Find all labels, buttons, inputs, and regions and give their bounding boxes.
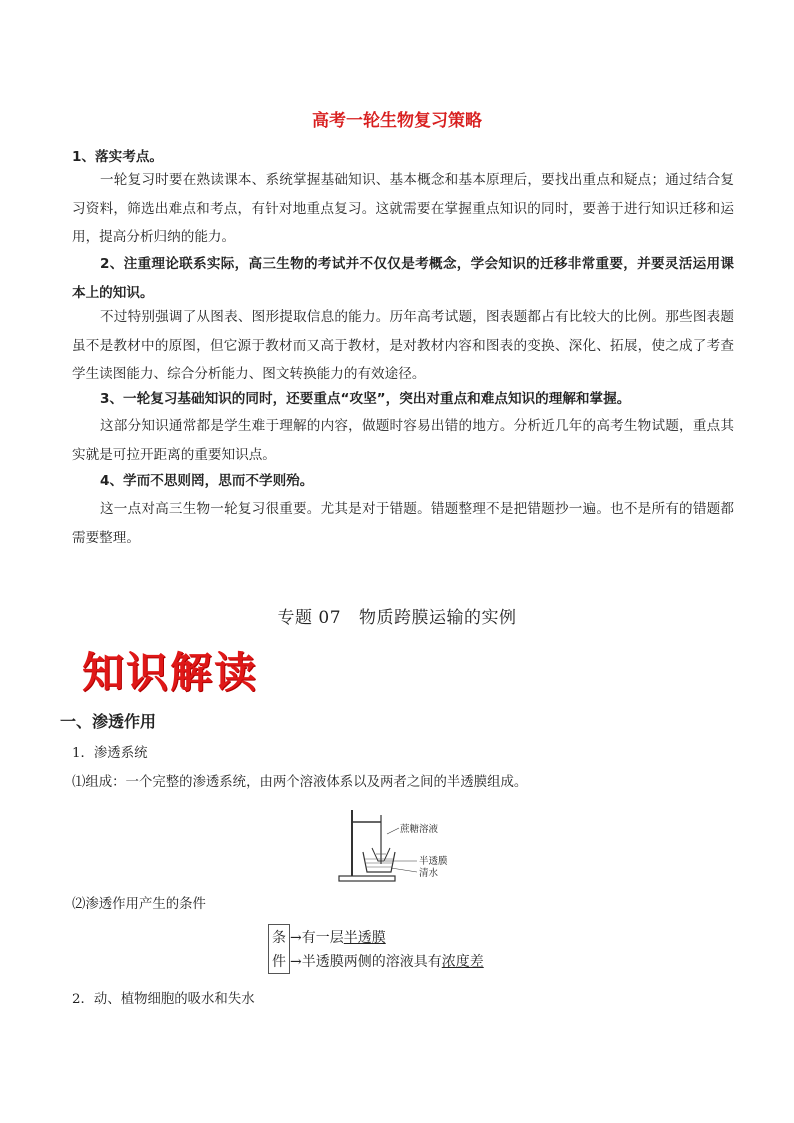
condition-2 [290,951,484,971]
condition-1-key: 半透膜 [343,930,386,946]
condition-2-prefix: →半透膜两侧的溶液具有 [290,954,442,970]
osmosis-conditions-text: ⑵渗透作用产生的条件 [72,897,206,912]
subsection-osmosis-system: 1．渗透系统 [72,746,148,761]
condition-1 [290,927,386,947]
condition-2-key: 浓度差 [441,954,484,970]
strategy-heading-1: 1、落实考点。 [72,149,164,165]
strategy-body-1: 一轮复习时要在熟读课本、系统掌握基础知识、基本概念和基本原理后，要找出重点和疑点；通过结合复习资料，筛选出难点和考点，有针对地重点复习。这就需要在掌握重点知识的同时，要善于进行知识迁移和运用，提高分析归纳的能力。 [72,172,734,245]
strategy-body-3: 这部分知识通常都是学生难于理解的内容，做题时容易出错的地方。分析近几年的高考生物试题，重点其实就是可拉开距离的重要知识点。 [72,418,734,463]
conditions-tag-top: 条 [272,930,286,946]
section-heading-osmosis: 一、渗透作用 [60,712,157,731]
strategy-heading-4: 4、学而不思则罔，思而不学则殆。 [100,473,314,489]
conditions-tag-bottom: 件 [272,954,286,970]
strategy-body-2: 不过特别强调了从图表、图形提取信息的能力。历年高考试题，图表题都占有比较大的比例。那些图表题虽不是教材中的原图，但它源于教材而又高于教材，是对教材内容和图表的变换、深化、拓展，使之成了考查学生读图能力、综合分析能力、图文转换能力的有效途径。 [72,309,734,382]
knowledge-banner: 知识解读 [82,648,259,697]
conditions-tag [268,924,290,974]
condition-1-prefix: →有一层 [290,930,344,946]
leader-sucrose [387,828,399,834]
beaker [363,852,395,872]
chapter-name: 物质跨膜运输的实例 [359,608,517,628]
stand-base [339,876,395,881]
label-sucrose: 蔗糖溶液 [400,824,439,835]
osmosis-apparatus-figure [335,806,465,886]
leader-water [391,868,417,872]
strategy-body-4: 这一点对高三生物一轮复习很重要。尤其是对于错题。错题整理不是把错题抄一遍。也不是所有的错题都需要整理。 [72,501,734,546]
subsection-cell-water: 2．动、植物细胞的吸水和失水 [72,992,255,1007]
osmosis-composition-text: ⑴组成：一个完整的渗透系统，由两个溶液体系以及两者之间的半透膜组成。 [72,775,528,790]
chapter-title [0,603,794,628]
label-membrane: 半透膜 [419,856,448,867]
page-title: 高考一轮生物复习策略 [312,111,482,131]
chapter-number: 专题 07 [277,608,342,628]
strategy-heading-2: 2、注重理论联系实际，高三生物的考试并不仅仅是考概念，学会知识的迁移非常重要，并要灵活运用课本上的知识。 [72,256,734,301]
label-water: 清水 [419,868,439,879]
strategy-heading-3: 3、一轮复习基础知识的同时，还要重点“攻坚”，突出对重点和难点知识的理解和掌握。 [100,391,631,407]
